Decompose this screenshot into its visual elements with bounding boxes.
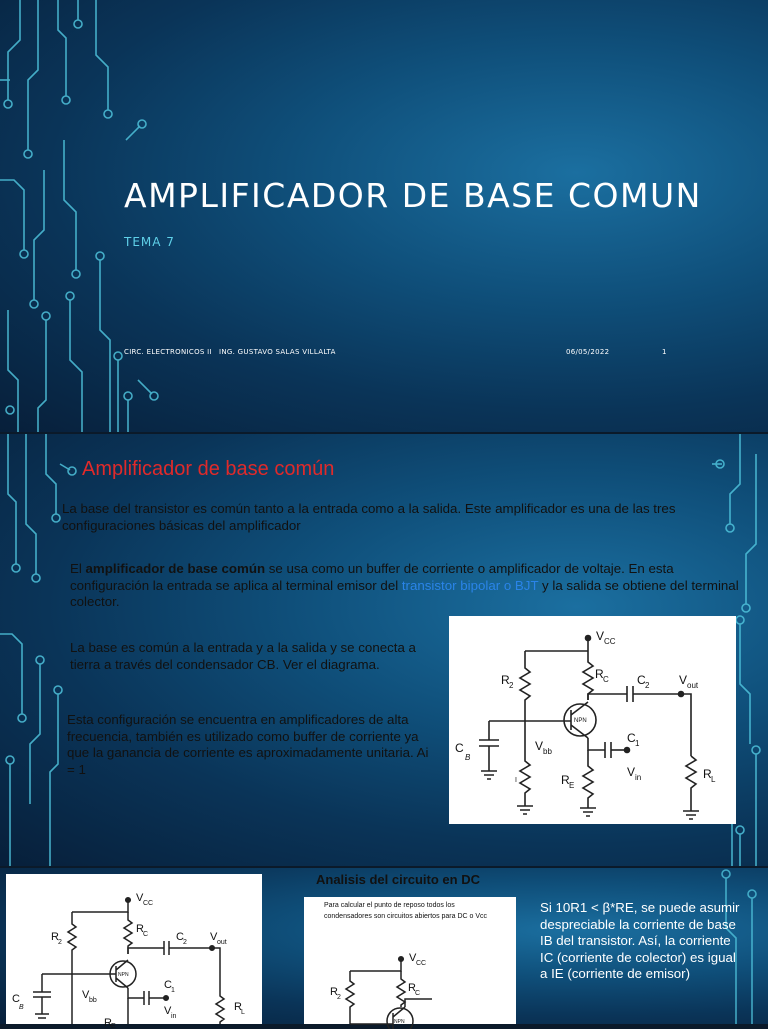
label-vcc: V	[136, 892, 144, 904]
text-run: se usa como un buffer de corriente o amplificador de voltaje. En esta configuración la entrada se aplica al terminal emisor del	[70, 561, 674, 593]
label-r2: R	[501, 673, 510, 687]
title-slide	[0, 0, 768, 432]
label-c2: C	[176, 931, 184, 943]
section-title: Analisis del circuito en DC	[316, 872, 480, 887]
label-c1: C	[627, 731, 636, 745]
label-c1: C	[164, 979, 172, 991]
label-c2-sub: 2	[183, 939, 187, 946]
label-vout: V	[210, 931, 218, 943]
label-re-sub: E	[569, 781, 575, 790]
label-re-sub: E	[111, 1023, 116, 1029]
frequency-paragraph: Esta configuración se encuentra en amplificadores de alta frecuencia, también es utilizado como buffer de corriente ya que la ganancia de corriente es aproximadamente unitaria. Ai = 1	[67, 712, 429, 777]
label-c2-sub: 2	[645, 681, 650, 690]
label-vcc-sub: CC	[143, 900, 154, 907]
dc-note-text: Para calcular el punto de reposo todos los condensadores son circuitos abiertos para DC o Vcc	[324, 902, 488, 920]
common-base-circuit-diagram	[449, 616, 736, 824]
label-r2-sub: 2	[337, 994, 341, 1001]
label-npn: NPN	[394, 1019, 405, 1025]
label-c1-sub: 1	[635, 739, 640, 748]
label-c2: C	[637, 673, 646, 687]
label-rc-sub: C	[415, 990, 421, 997]
label-cb: C	[455, 741, 464, 755]
label-rl: R	[703, 767, 712, 781]
label-rc: R	[136, 923, 144, 935]
circuit-schematic	[6, 874, 262, 1029]
bold-term: amplificador de base común	[85, 561, 266, 576]
label-npn: NPN	[574, 718, 587, 724]
label-re: R	[104, 1017, 112, 1029]
common-base-circuit-diagram-small	[6, 874, 262, 1029]
bjt-link[interactable]: transistor bipolar o BJT	[401, 577, 539, 593]
label-vcc-sub: CC	[416, 960, 427, 967]
footer-author: ING. GUSTAVO SALAS VILLALTA	[219, 348, 336, 356]
label-vout-sub: out	[217, 939, 227, 946]
usage-paragraph	[70, 561, 742, 611]
label-vcc: V	[409, 952, 417, 964]
label-vin-sub: in	[171, 1013, 177, 1020]
label-cb: C	[12, 993, 20, 1005]
label-r2-sub: 2	[509, 681, 514, 690]
text-run: y la salida se obtiene del terminal colector.	[70, 577, 739, 609]
label-vcc-sub: CC	[604, 637, 616, 646]
label-vout-sub: out	[687, 681, 699, 690]
slide-title: AMPLIFICADOR DE BASE COMUN	[124, 176, 702, 215]
circuit-decoration	[0, 0, 768, 432]
label-vbb-sub: bb	[543, 747, 552, 756]
label-vbb-sub: bb	[89, 997, 97, 1004]
label-rc-sub: C	[143, 931, 149, 938]
slide-title: Amplificador de base común	[82, 458, 335, 480]
label-vout: V	[679, 673, 688, 687]
footer-page-number: 1	[662, 348, 667, 356]
label-i: I	[515, 777, 517, 784]
label-vin: V	[627, 765, 636, 779]
label-vbb: V	[535, 739, 544, 753]
footer-course: CIRC. ELECTRONICOS II	[124, 348, 212, 356]
label-rc-sub: C	[603, 675, 609, 684]
label-cb-sub: B	[465, 753, 471, 762]
label-rl-sub: L	[711, 775, 716, 784]
label-r2-sub: 2	[58, 939, 62, 946]
content-slide	[0, 434, 768, 866]
label-vbb: V	[82, 989, 90, 1001]
text-run: El	[70, 561, 86, 576]
label-r2: R	[51, 931, 59, 943]
dc-circuit-schematic	[304, 897, 516, 1024]
label-rc: R	[595, 667, 604, 681]
label-rc: R	[408, 982, 416, 994]
label-cb-sub: B	[19, 1004, 24, 1011]
footer-date: 06/05/2022	[566, 348, 610, 356]
label-rl: R	[234, 1001, 242, 1013]
label-npn: NPN	[118, 972, 129, 978]
label-rl-sub: L	[241, 1009, 245, 1016]
circuit-schematic	[449, 616, 736, 824]
base-paragraph: La base es común a la entrada y a la salida y se conecta a tierra a través del condensador CB. Ver el diagrama.	[70, 640, 416, 672]
dc-analysis-text: Si 10R1 < β*RE, se puede asumir despreciable la corriente de base IB del transistor. Así, la corriente IC (corriente de colector) es igual a IE (corriente de emisor)	[540, 900, 740, 981]
slide-subtitle: TEMA 7	[124, 235, 175, 249]
label-vin-sub: in	[635, 773, 642, 782]
label-c1-sub: 1	[171, 987, 175, 994]
label-r2: R	[330, 986, 338, 998]
dc-analysis-slide	[0, 868, 768, 1029]
label-re: R	[561, 773, 570, 787]
label-vin: V	[164, 1005, 172, 1017]
intro-paragraph: La base del transistor es común tanto a la entrada como a la salida. Este amplificador es una de las tres configuraciones básicas del amplificador	[62, 501, 676, 533]
dc-note-panel	[304, 897, 516, 1024]
label-vcc: V	[596, 629, 605, 643]
